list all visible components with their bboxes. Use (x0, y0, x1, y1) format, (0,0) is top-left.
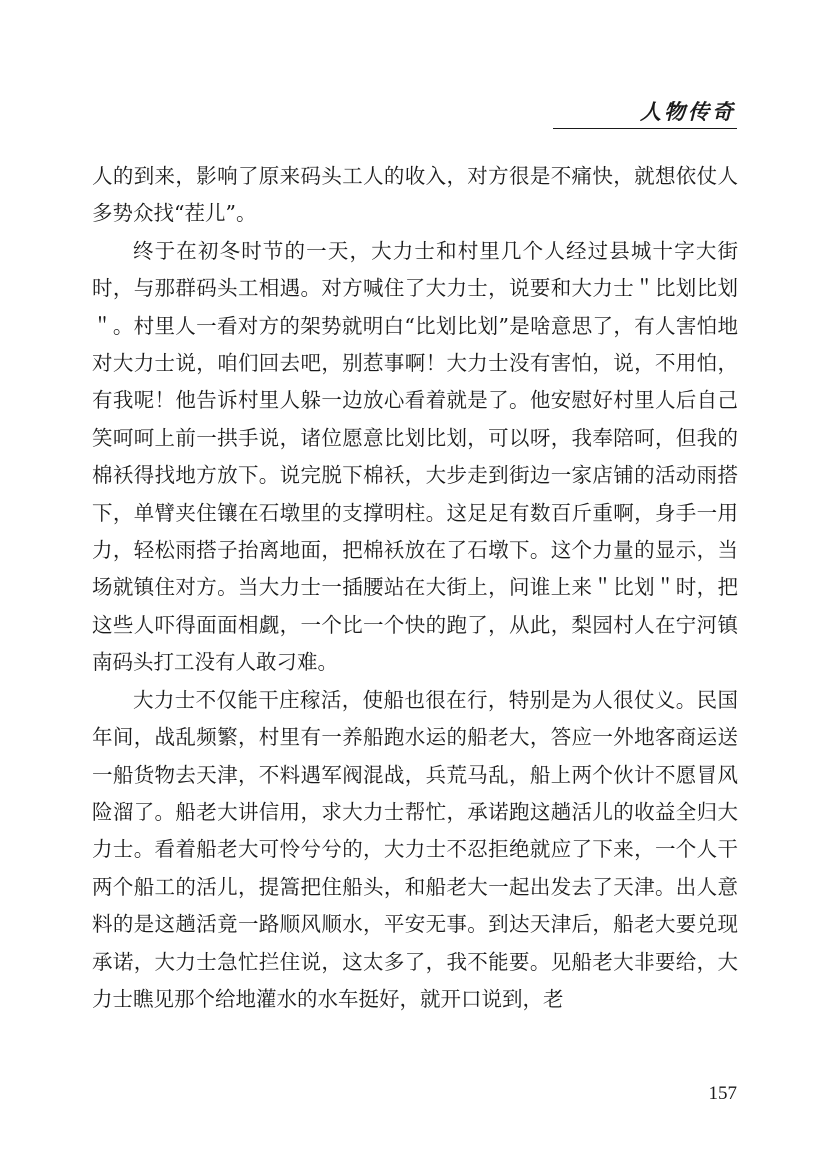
paragraph-3: 大力士不仅能干庄稼活，使船也很在行，特别是为人很仗义。民国年间，战乱频繁，村里有一养船跑水运的船老大，答应一外地客商运送一船货物去天津，不料遇军阀混战，兵荒马乱，船上两个伙计不愿冒风险溜了。船老大讲信用，求大力士帮忙，承诺跑这趟活儿的收益全归大力士。看着船老大可怜兮兮的，大力士不忍拒绝就应了下来，一个人干两个船工的活儿，提篙把住船头，和船老大一起出发去了天津。出人意料的是这趟活竟一路顺风顺水，平安无事。到达天津后，船老大要兑现承诺，大力士急忙拦住说，这太多了，我不能要。见船老大非要给，大力士瞧见那个给地灌水的水车挺好，就开口说到，老 (92, 687, 738, 1011)
header-rule (553, 128, 737, 129)
page-number: 157 (708, 1083, 737, 1104)
body-text (92, 158, 738, 1018)
paragraph-2: 终于在初冬时节的一天，大力士和村里几个人经过县城十字大街时，与那群码头工相遇。对方喊住了大力士，说要和大力士＂比划比划＂。村里人一看对方的架势就明白“比划比划”是啥意思了，有人害怕地对大力士说，咱们回去吧，别惹事啊！大力士没有害怕，说，不用怕，有我呢！他告诉村里人躲一边放心看着就是了。他安慰好村里人后自己笑呵呵上前一拱手说，诸位愿意比划比划，可以呀，我奉陪呵，但我的棉袄得找地方放下。说完脱下棉袄，大步走到街边一家店铺的活动雨搭下，单臂夹住镶在石墩里的支撑明柱。这足足有数百斤重啊，身手一用力，轻松雨搭子抬离地面，把棉袄放在了石墩下。这个力量的显示，当场就镇住对方。当大力士一插腰站在大街上，问谁上来＂比划＂时，把这些人吓得面面相觑，一个比一个快的跑了，从此，梨园村人在宁河镇南码头打工没有人敢刁难。 (92, 238, 738, 675)
running-header-title: 人物传奇 (640, 99, 736, 124)
paragraph-1: 人的到来，影响了原来码头工人的收入，对方很是不痛快，就想依仗人多势众找“茬儿”。 (92, 164, 738, 226)
